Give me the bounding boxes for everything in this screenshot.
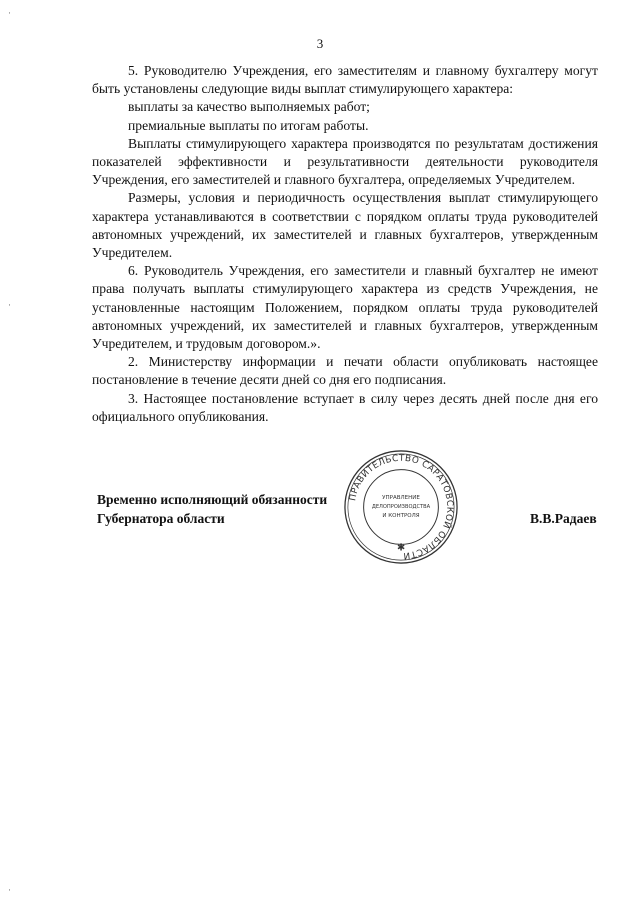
- svg-text:✱: ✱: [396, 542, 406, 554]
- seal-outer-text: ПРАВИТЕЛЬСТВО САРАТОВСКОЙ ОБЛАСТИ: [348, 453, 455, 561]
- signatory-position-line1: Временно исполняющий обязанности: [97, 492, 328, 507]
- signatory-name: В.В.Радаев: [530, 511, 597, 526]
- page-number: 3: [316, 36, 324, 51]
- official-seal: [342, 448, 460, 566]
- list-item-bonus-payments: премиальные выплаты по итогам работы.: [128, 117, 369, 133]
- margin-mark: ·: [8, 300, 11, 310]
- document-body: [92, 62, 598, 426]
- margin-mark: ·: [8, 885, 11, 895]
- seal-inner-line2: ДЕЛОПРОИЗВОДСТВА: [371, 503, 431, 510]
- paragraph-payment-conditions: Размеры, условия и периодичность осуществления выплат стимулирующего характера устанавливаются в соответствии с порядком оплаты труда руководителей автономных учреждений, их заместителей и главных бухгалтеров, утвержденным Учредителем.: [92, 190, 598, 261]
- margin-mark: ·: [8, 8, 11, 18]
- seal-inner-line1: УПРАВЛЕНИЕ: [382, 495, 420, 502]
- paragraph-incentive-payments: Выплаты стимулирующего характера производятся по результатам достижения показателей эффективности и результативности деятельности руководителя Учреждения, его заместителей и главного бухгалтера, определяемых Учредителем.: [92, 135, 598, 188]
- signatory-position-line2: Губернатора области: [97, 511, 225, 526]
- paragraph-clause-2: 2. Министерству информации и печати области опубликовать настоящее постановление в течение десяти дней со дня его подписания.: [92, 354, 598, 388]
- paragraph-clause-3: 3. Настоящее постановление вступает в силу через десять дней после дня его официального опубликования.: [92, 390, 598, 424]
- paragraph-5: 5. Руководителю Учреждения, его заместителям и главному бухгалтеру могут быть установлены следующие виды выплат стимулирующего характера:: [92, 63, 598, 97]
- paragraph-6: 6. Руководитель Учреждения, его заместители и главный бухгалтер не имеют права получать выплаты стимулирующего характера из средств Учреждения, не установленные настоящим Положением, порядком оплаты труда руководителей автономных учреждений, их заместителей и главных бухгалтеров, утвержденным Учредителем, и трудовым договором.».: [92, 263, 598, 352]
- seal-inner-line3: И КОНТРОЛЯ: [382, 512, 420, 519]
- list-item-quality-payments: выплаты за качество выполняемых работ;: [128, 99, 370, 115]
